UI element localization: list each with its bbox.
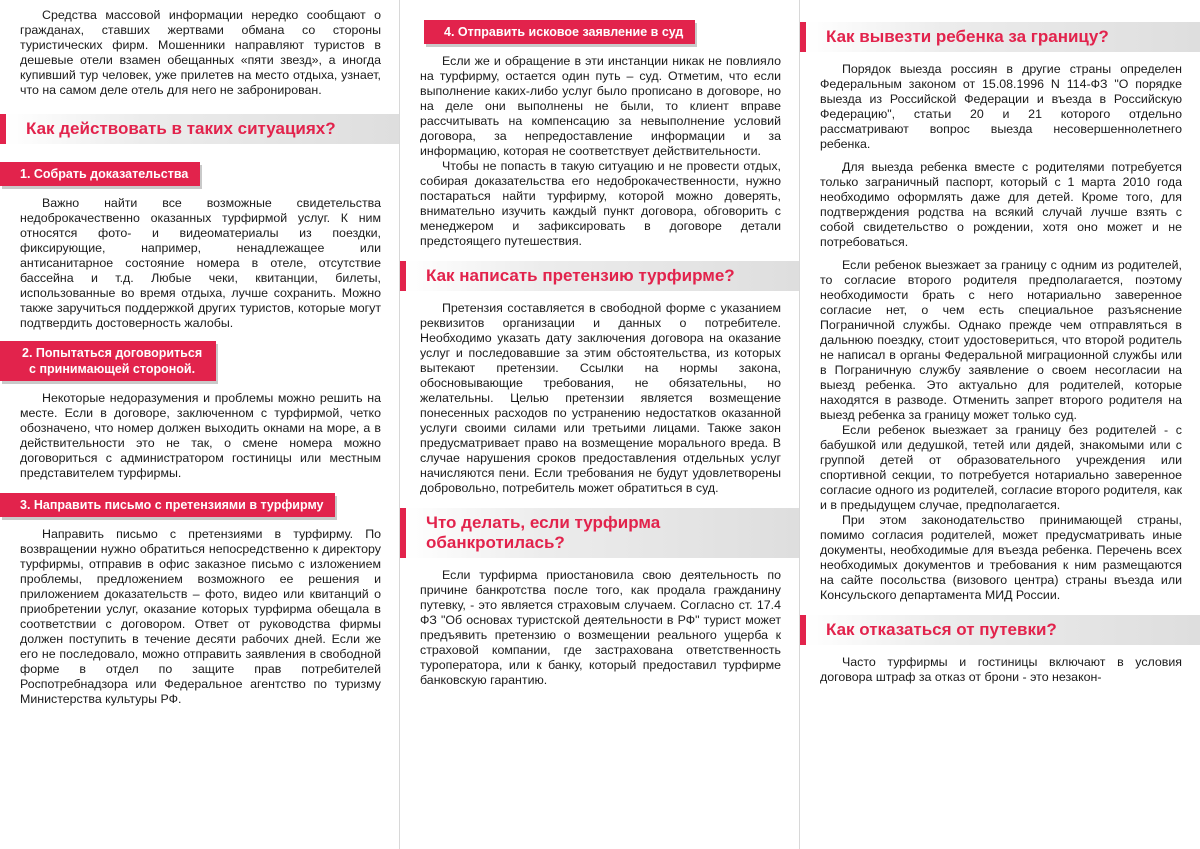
child-paragraph-3: Если ребенок выезжает за границу с одним из родителей, то согласие второго родителя предполагается, поэтому необходимости брать с него нотариально заверенное согласие нет, о чем есть специальное разъяснение Пограничной службы. Однако прежде чем отправляться в дальнюю поездку, стоит удостовериться, что второй родитель не написал в органы Федеральной миграционной службы или в Пограничную службу заявление о своем несогласии на выезд ребенка. Это актуально для родителей, которые находятся в разводе. Отменить запрет второго родителя на выезд ребенка за границу может только суд. bbox=[820, 258, 1182, 422]
section-3-text bbox=[0, 527, 399, 707]
section-3-paragraph: Направить письмо с претензиями в турфирму. По возвращении нужно обратиться непосредственно к директору турфирмы, отправив в офис заказное письмо с изложением проблемы, предложением возможного ее решения и приложением доказательств – фото, видео или квитанций о приобретении услуг, оказание которых турфирма обещала в соответствии с договором. Ответ от руководства фирмы должен поступить в течение десяти рабочих дней. Если же его не последовало, можно отправить заявления в свободной форме в отдел по защите прав потребителей Роспотребнадзора или Федеральное агентство по туризму Министерства культуры РФ. bbox=[20, 527, 381, 706]
subheading-negotiate-line2: с принимающей стороной. bbox=[29, 362, 196, 376]
section-4-paragraph-1: Если же и обращение в эти инстанции никак не повлияло на турфирму, остается один путь – суд. Отметим, что если выполнение каких-либо услуг было прописано в договоре, но на деле они выполнены не были, то клиент вправе рассчитывать на компенсацию за невыполнение условий договора, за непредоставление информации и за информацию, которая не соответствует действительности. bbox=[420, 54, 781, 158]
section-1-text bbox=[0, 196, 399, 331]
claim-text bbox=[400, 301, 799, 496]
child-paragraph-1: Порядок выезда россиян в другие страны определен Федеральным законом от 15.08.1996 N 114-ФЗ "О порядке выезда из Российской Федерации и въезда в Российскую Федерацию", статьи 20 и 21 которого отдельно рассматривают вопрос выезда несовершеннолетнего ребенка. bbox=[820, 62, 1182, 151]
heading-what-to-do: Как действовать в таких ситуациях? bbox=[0, 114, 399, 144]
subheading-collect-evidence: 1. Собрать доказательства bbox=[0, 162, 200, 186]
heading-child-abroad: Как вывезти ребенка за границу? bbox=[800, 22, 1200, 52]
column-1 bbox=[0, 0, 400, 849]
heading-bankrupt-line2: обанкротилась? bbox=[426, 533, 565, 552]
column-3 bbox=[800, 0, 1200, 849]
child-paragraph-4: Если ребенок выезжает за границу без родителей - с бабушкой или дедушкой, тетей или дядей, знакомыми или с группой детей от образовательного учреждения или спортивной секции, то потребуется нотариально заверенное согласие одного из родителей, согласие второго родителя, как и в предыдущем случае, предполагается. bbox=[820, 423, 1182, 512]
section-4-paragraph-2: Чтобы не попасть в такую ситуацию и не провести отдых, собирая доказательства его недоброкачественности, нужно постараться найти турфирму, которой можно доверять, внимательно изучить каждый пункт договора, обговорить с менеджером и зафиксировать в договоре детали предстоящего путешествия. bbox=[420, 159, 781, 248]
section-2-text bbox=[0, 391, 399, 481]
heading-write-claim: Как написать претензию турфирме? bbox=[400, 261, 799, 291]
section-2-paragraph: Некоторые недоразумения и проблемы можно решить на месте. Если в договоре, заключенном с турфирмой, четко обозначено, что номер должен выходить окнами на море, а в действительности это не так, о смене номера можно договориться с администратором гостиницы или местным представителем турфирмы. bbox=[20, 391, 381, 480]
intro-paragraph: Средства массовой информации нередко сообщают о гражданах, ставших жертвами обмана со стороны туристических фирм. Мошенники направляют туристов в дешевые отели взамен обещанных «пяти звезд», а иногда купивший тур человек, уже прилетев на место отдыха, узнает, что на самом деле отель для него не забронирован. bbox=[20, 8, 381, 97]
child-paragraph-2: Для выезда ребенка вместе с родителями потребуется только заграничный паспорт, который с 1 марта 2010 года необходимо оформлять даже для детей. Кроме того, для подтверждения родства на всякий случай лучше взять с собой свидетельство о рождении, хотя оно может и не потребоваться. bbox=[820, 160, 1182, 249]
subheading-negotiate bbox=[0, 341, 216, 381]
subheading-lawsuit: 4. Отправить исковое заявление в суд bbox=[424, 20, 695, 44]
section-4-text bbox=[400, 54, 799, 249]
intro-text bbox=[0, 8, 399, 98]
column-2 bbox=[400, 0, 800, 849]
subheading-send-letter: 3. Направить письмо с претензиями в турфирму bbox=[0, 493, 335, 517]
bankrupt-text bbox=[400, 568, 799, 688]
heading-bankrupt-line1: Что делать, если турфирма bbox=[426, 513, 661, 532]
section-1-paragraph: Важно найти все возможные свидетельства недоброкачественно оказанных турфирмой услуг. К ним относятся фото- и видеоматериалы из поездки, фиксирующие, например, ненадлежащее или антисанитарное состояние номера в отеле, отсутствие бассейна и т.д. Любые чеки, квитанции, билеты, использованные во время отдыха, лучше сохранить. Можно также заручиться поддержкой других туристов, которые могут подтвердить достоверность жалобы. bbox=[20, 196, 381, 330]
cancel-trip-text bbox=[800, 655, 1200, 685]
child-paragraph-5: При этом законодательство принимающей страны, помимо согласия родителей, может предусматривать иные документы, необходимые для въезда ребенка. Перечень всех необходимых документов и требования к ним размещаются на сайте посольства (визового центра) страны въезда или Консульского департамента МИД России. bbox=[820, 513, 1182, 602]
child-abroad-text bbox=[800, 62, 1200, 603]
claim-paragraph: Претензия составляется в свободной форме с указанием реквизитов организации и данных о потребителе. Необходимо указать дату заключения договора на оказание услуг и последовавшие за этим обстоятельства, из которых вытекают претензии. Ссылки на нормы закона, обосновывающие требования, не обязательны, но желательны. Целью претензии является возмещение понесенных расходов по устранению недостатков оказанной услуги своими силами или третьими лицами. Также закон предусматривает право на возмещение морального вреда. В случае нарушения сроков предоставления отдельных услуг начисляются пени. Если требования не будут удовлетворены добровольно, потребитель может обратиться в суд. bbox=[420, 301, 781, 495]
bankrupt-paragraph: Если турфирма приостановила свою деятельность по причине банкротства после того, как продала гражданину путевку, - это является страховым случаем. Согласно ст. 17.4 ФЗ "Об основах туристской деятельности в РФ" турист может предъявить претензию о возмещении реального ущерба к страховой компании, где застрахована ответственность туроператора, или к банку, который предоставил турфирме банковскую гарантию. bbox=[420, 568, 781, 687]
subheading-negotiate-line1: 2. Попытаться договориться bbox=[22, 346, 203, 360]
heading-bankrupt bbox=[400, 508, 799, 558]
cancel-trip-paragraph: Часто турфирмы и гостиницы включают в условия договора штраф за отказ от брони - это незакон- bbox=[820, 655, 1182, 684]
heading-cancel-trip: Как отказаться от путевки? bbox=[800, 615, 1200, 645]
